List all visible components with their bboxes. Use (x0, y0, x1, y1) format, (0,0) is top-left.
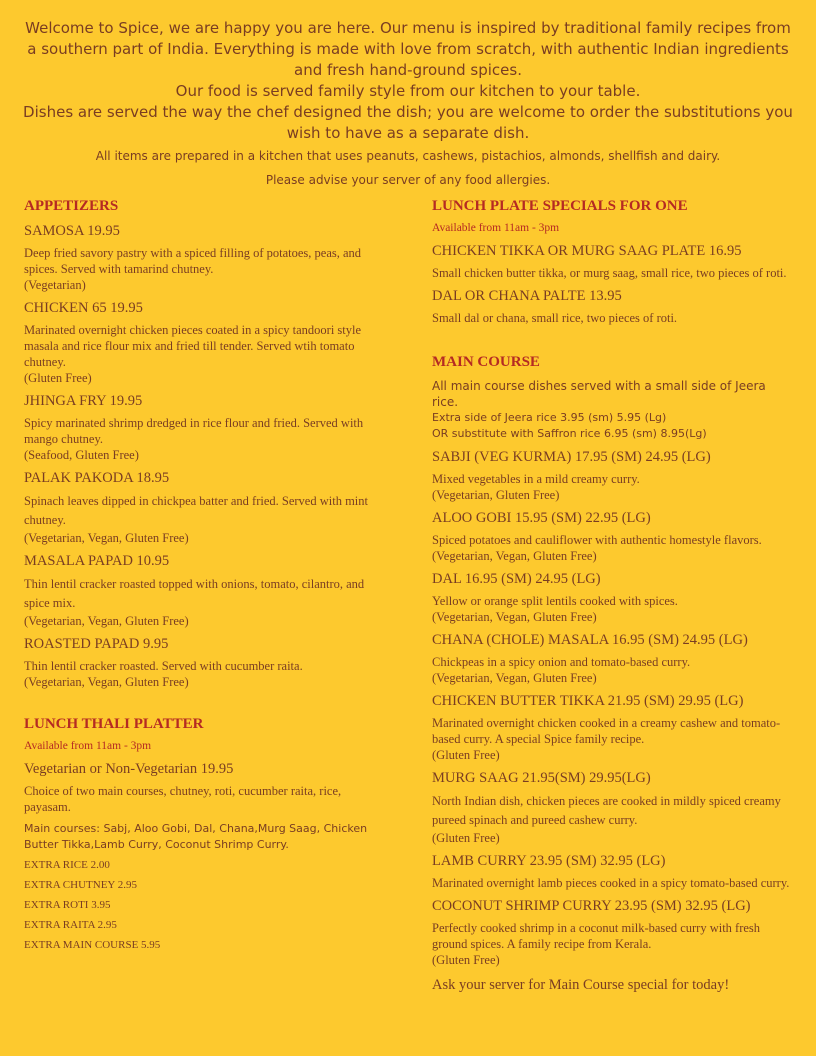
item-tags: (Vegetarian) (24, 278, 86, 292)
item-description: Thin lentil cracker roasted. Served with cucumber raita. (Vegetarian, Vegan, Gluten Free) (24, 658, 376, 690)
item-name: CHICKEN BUTTER TIKKA 21.95 (SM) 29.95 (LG) (432, 693, 744, 709)
main-course-saffron-note: OR substitute with Saffron rice 6.95 (sm) 8.95(Lg) (432, 427, 707, 440)
item-tags: (Vegetarian, Vegan, Gluten Free) (24, 614, 189, 628)
item-name: SAMOSA 19.95 (24, 223, 120, 239)
item-name: LAMB CURRY 23.95 (SM) 32.95 (LG) (432, 853, 666, 869)
item-description: Chickpeas in a spicy onion and tomato-based curry. (Vegetarian, Vegan, Gluten Free) (432, 654, 794, 686)
menu-item (432, 692, 794, 763)
menu-item (24, 552, 376, 629)
thali-main-courses: Main courses: Sabj, Aloo Gobi, Dal, Chana,Murg Saag, Chicken Butter Tikka,Lamb Curry, Coconut Shrimp Curry. (24, 822, 368, 851)
item-name: MASALA PAPAD 10.95 (24, 553, 170, 569)
item-name: CHICKEN 65 19.95 (24, 300, 143, 316)
item-name: COCONUT SHRIMP CURRY 23.95 (SM) 32.95 (LG) (432, 898, 751, 914)
item-description: Perfectly cooked shrimp in a coconut milk-based curry with fresh ground spices. A family recipe from Kerala. (Gluten Free) (432, 920, 794, 968)
list-item: EXTRA RAITA 2.95 (24, 919, 117, 931)
thali-heading: LUNCH THALI PLATTER (24, 716, 204, 732)
menu-item (432, 287, 794, 326)
item-description: Thin lentil cracker roasted topped with onions, tomato, cilantro, and spice mix. (Vegetarian, Vegan, Gluten Free) (24, 575, 376, 629)
item-description: Yellow or orange split lentils cooked with spices. (Vegetarian, Vegan, Gluten Free) (432, 593, 794, 625)
allergy-note: All items are prepared in a kitchen that uses peanuts, cashews, pistachios, almonds, shellfish and dairy. (95, 149, 721, 163)
intro-family-style: Our food is served family style from our kitchen to your table. (175, 82, 641, 100)
item-description: Small chicken butter tikka, or murg saag, small rice, two pieces of roti. (432, 266, 787, 280)
item-name: DAL OR CHANA PALTE 13.95 (432, 288, 622, 304)
main-course-jeera-note: Extra side of Jeera rice 3.95 (sm) 5.95 (Lg) (432, 411, 667, 424)
appetizers-heading: APPETIZERS (24, 198, 119, 214)
lunch-specials-heading: LUNCH PLATE SPECIALS FOR ONE (432, 198, 688, 214)
item-description: Marinated overnight chicken cooked in a creamy cashew and tomato-based curry. A special Spice family recipe. (Gluten Free) (432, 715, 794, 763)
menu-item (24, 760, 376, 815)
left-column (24, 196, 376, 955)
item-tags: (Vegetarian, Vegan, Gluten Free) (24, 675, 189, 689)
intro-substitutions: Dishes are served the way the chef designed the dish; you are welcome to order the substitutions you wish to have as a separate dish. (23, 103, 793, 142)
item-name: ROASTED PAPAD 9.95 (24, 636, 169, 652)
item-description: Marinated overnight lamb pieces cooked in a spicy tomato-based curry. (432, 876, 790, 890)
item-description: Marinated overnight chicken pieces coated in a spicy tandoori style masala and rice flour mix and fried till tender. Served wtih tomato chutney. (Gluten Free) (24, 322, 376, 386)
item-tags: (Vegetarian, Vegan, Gluten Free) (432, 671, 597, 685)
item-description: Deep fried savory pastry with a spiced filling of potatoes, peas, and spices. Served with tamarind chutney. (Vegetarian) (24, 245, 376, 293)
intro (20, 18, 796, 188)
item-description: Mixed vegetables in a mild creamy curry. (Vegetarian, Gluten Free) (432, 471, 794, 503)
menu-item (432, 852, 794, 891)
menu-item (432, 631, 794, 686)
item-tags: (Gluten Free) (432, 748, 500, 762)
item-description: Spinach leaves dipped in chickpea batter and fried. Served with mint chutney. (Vegetarian, Vegan, Gluten Free) (24, 492, 376, 546)
menu-item (24, 299, 376, 386)
thali-availability: Available from 11am - 3pm (24, 740, 152, 752)
main-course-heading: MAIN COURSE (432, 354, 540, 370)
item-name: ALOO GOBI 15.95 (SM) 22.95 (LG) (432, 510, 651, 526)
menu-item (24, 635, 376, 690)
item-description: Choice of two main courses, chutney, roti, cucumber raita, rice, payasam. (24, 784, 342, 814)
item-tags: (Vegetarian, Gluten Free) (432, 488, 560, 502)
item-description: Spiced potatoes and cauliflower with authentic homestyle flavors. (Vegetarian, Vegan, Gluten Free) (432, 532, 794, 564)
item-tags: (Vegetarian, Vegan, Gluten Free) (432, 549, 597, 563)
menu-item (432, 509, 794, 564)
item-tags: (Seafood, Gluten Free) (24, 448, 139, 462)
item-description: Spicy marinated shrimp dredged in rice flour and fried. Served with mango chutney. (Seafood, Gluten Free) (24, 415, 376, 463)
menu-item (24, 469, 376, 546)
menu-item (432, 242, 794, 281)
item-description: Small dal or chana, small rice, two pieces of roti. (432, 311, 678, 325)
right-column (432, 196, 794, 999)
item-tags: (Gluten Free) (24, 371, 92, 385)
menu-item (432, 897, 794, 968)
extras-list (24, 855, 376, 955)
list-item: EXTRA RICE 2.00 (24, 859, 110, 871)
item-name: MURG SAAG 21.95(SM) 29.95(LG) (432, 770, 651, 786)
item-name: SABJI (VEG KURMA) 17.95 (SM) 24.95 (LG) (432, 449, 711, 465)
list-item: EXTRA CHUTNEY 2.95 (24, 879, 137, 891)
item-name: CHICKEN TIKKA OR MURG SAAG PLATE 16.95 (432, 243, 742, 259)
item-name: JHINGA FRY 19.95 (24, 393, 143, 409)
allergy-advise: Please advise your server of any food allergies. (265, 173, 551, 187)
item-name: Vegetarian or Non-Vegetarian 19.95 (24, 761, 234, 777)
main-course-note: All main course dishes served with a small side of Jeera rice. (432, 379, 766, 409)
list-item: EXTRA ROTI 3.95 (24, 899, 111, 911)
menu-item (432, 769, 794, 846)
list-item: EXTRA MAIN COURSE 5.95 (24, 939, 161, 951)
item-tags: (Vegetarian, Vegan, Gluten Free) (432, 610, 597, 624)
main-course-closing: Ask your server for Main Course special for today! (432, 977, 730, 993)
menu-item (432, 570, 794, 625)
item-name: DAL 16.95 (SM) 24.95 (LG) (432, 571, 601, 587)
item-tags: (Gluten Free) (432, 953, 500, 967)
item-description: North Indian dish, chicken pieces are cooked in mildly spiced creamy pureed spinach and pureed cashew curry. (Gluten Free) (432, 792, 794, 846)
menu-item (432, 448, 794, 503)
menu-item (24, 222, 376, 293)
item-name: CHANA (CHOLE) MASALA 16.95 (SM) 24.95 (LG) (432, 632, 748, 648)
item-tags: (Vegetarian, Vegan, Gluten Free) (24, 531, 189, 545)
item-name: PALAK PAKODA 18.95 (24, 470, 170, 486)
intro-welcome: Welcome to Spice, we are happy you are here. Our menu is inspired by traditional family recipes from a southern part of India. Everything is made with love from scratch, with authentic Indian ingredients and fresh hand-ground spices. (25, 19, 791, 79)
lunch-specials-availability: Available from 11am - 3pm (432, 222, 560, 234)
menu-item (24, 392, 376, 463)
item-tags: (Gluten Free) (432, 831, 500, 845)
